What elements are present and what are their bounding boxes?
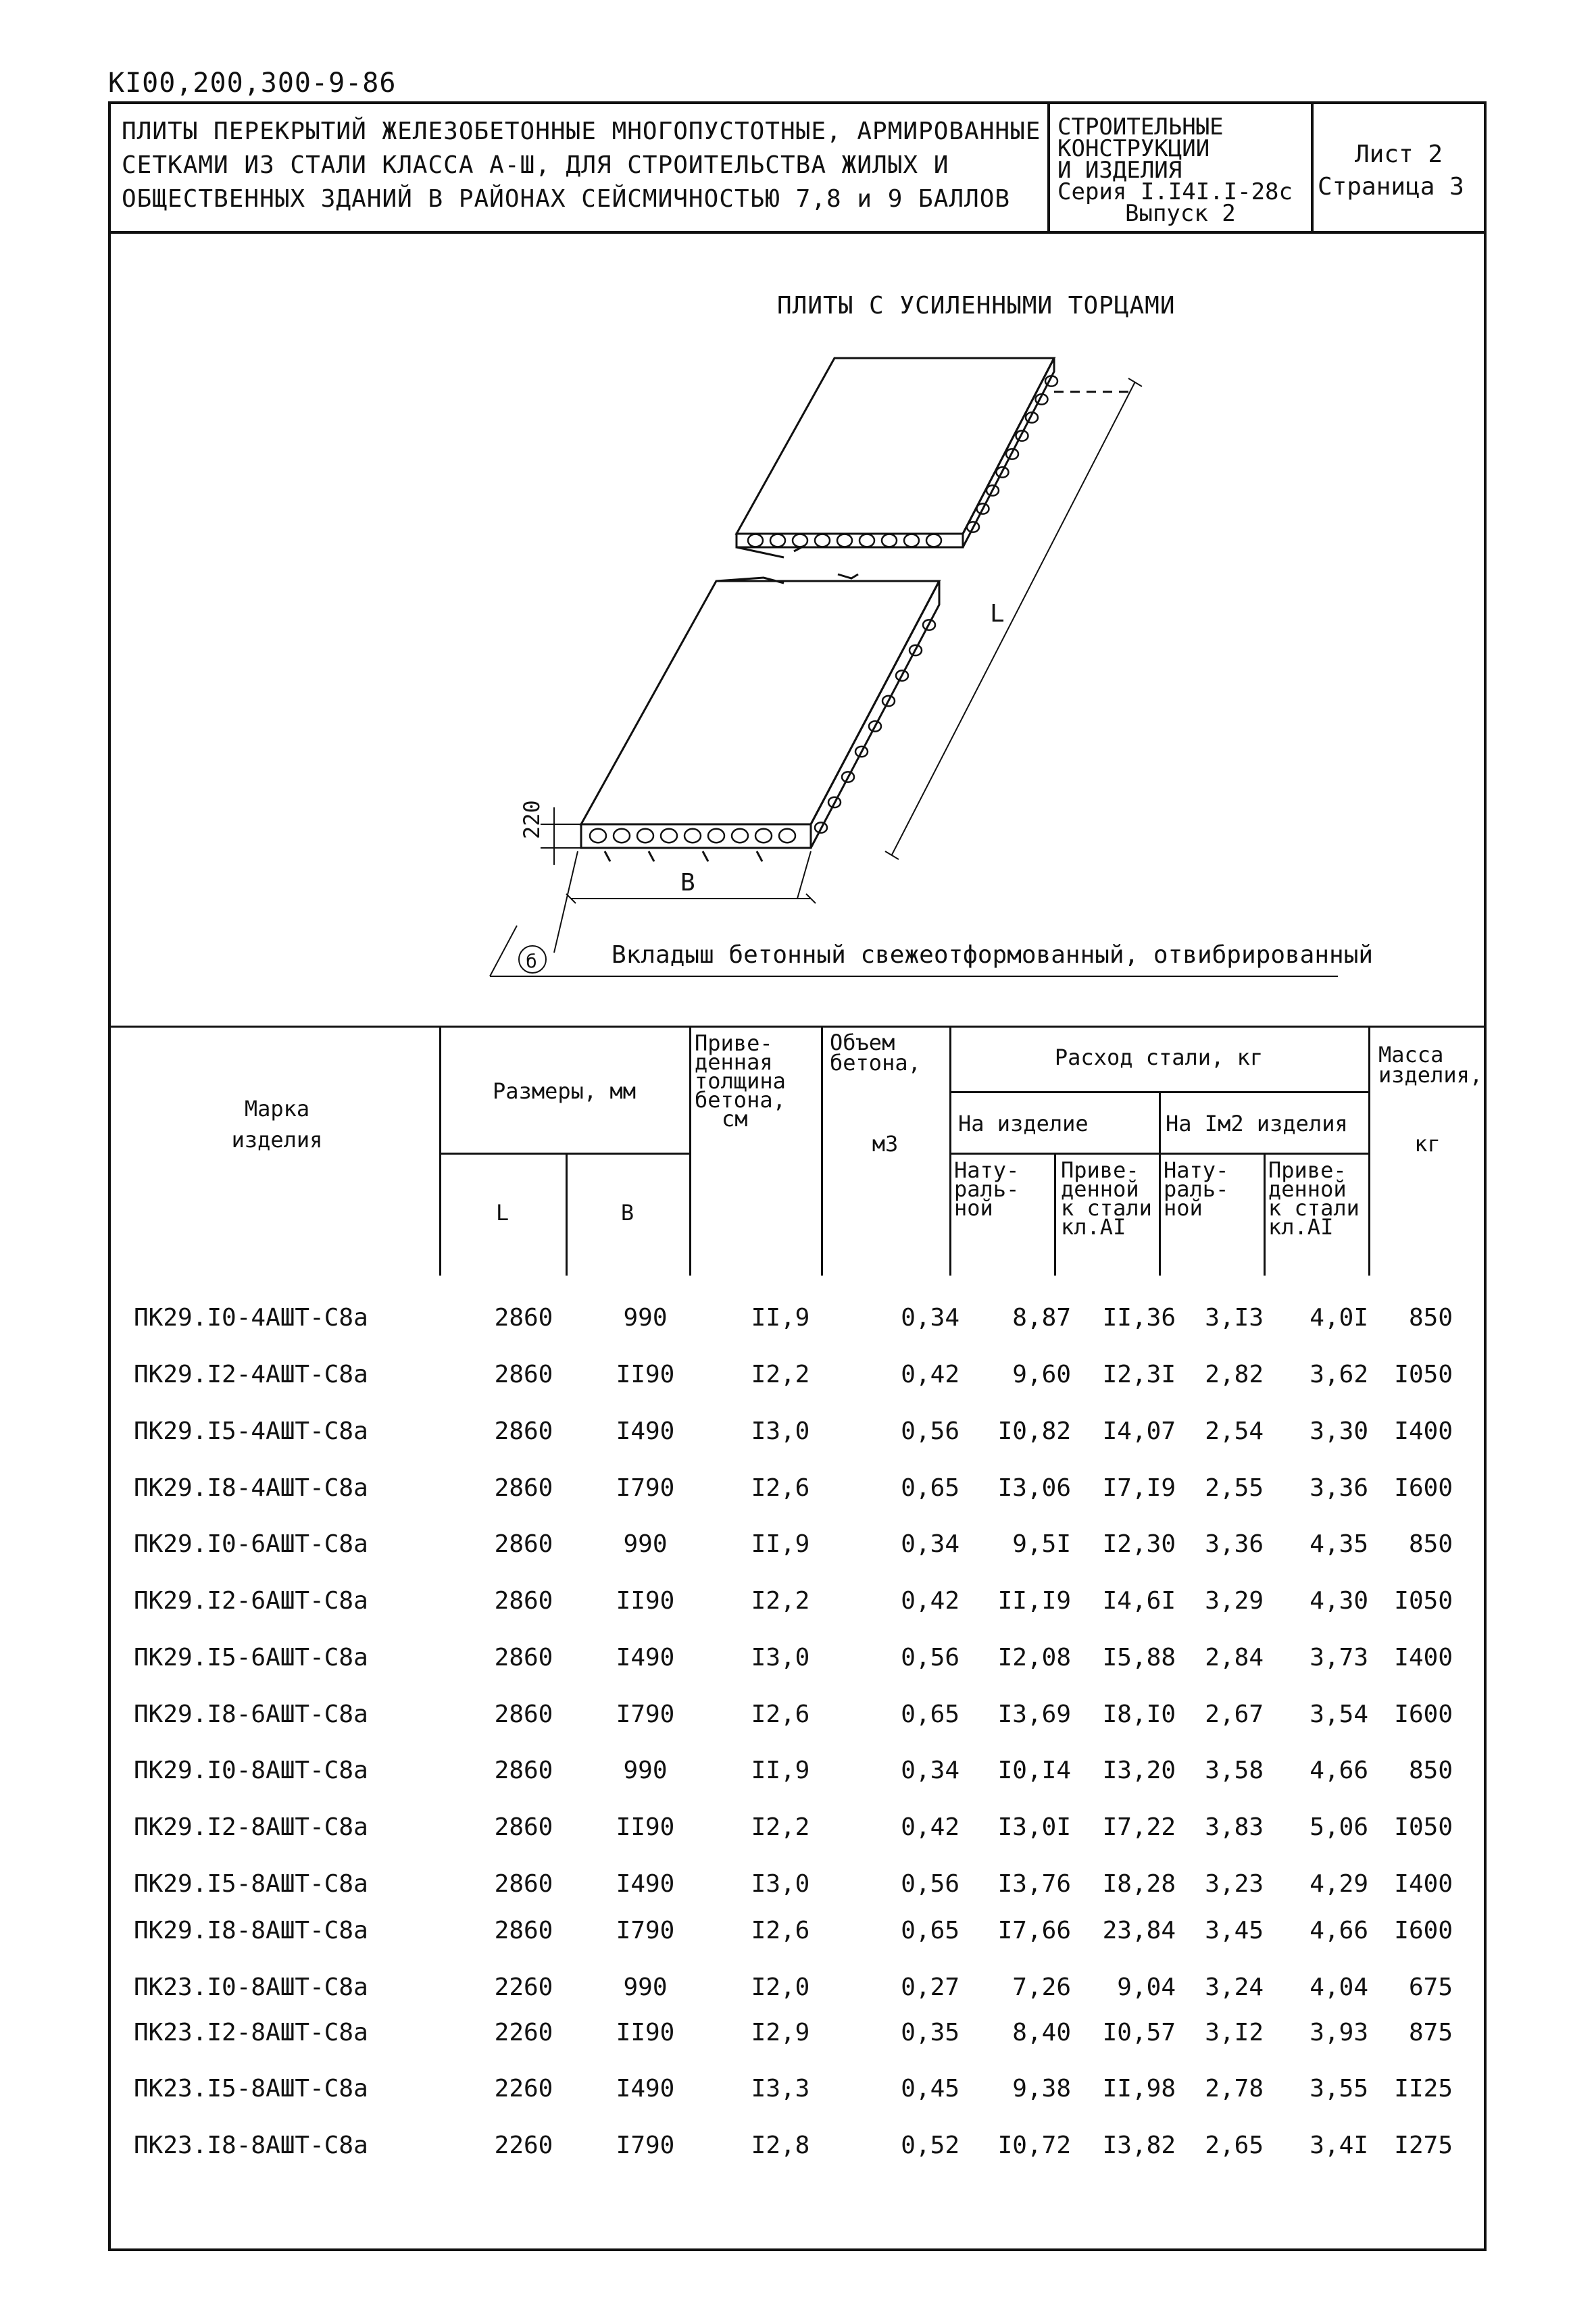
cell-B: I790 [616,1474,675,1502]
header-reduced-item: Приве- денной к стали кл.АI [1061,1157,1152,1240]
cell-m: II25 [1394,2075,1453,2103]
cell-n2: 2,55 [1205,1474,1264,1502]
cell-p1: II,36 [1102,1304,1176,1332]
title-divider [1311,101,1314,231]
upper-slab-fragment [737,358,1057,557]
cell-p1: I8,I0 [1102,1701,1176,1728]
cell-v: 0,34 [901,1304,959,1332]
cell-m: 850 [1408,1757,1453,1784]
cell-mark: ПК29.I5-8АШТ-С8а [134,1870,368,1898]
header-thickness: Приве- денная толщина бетона, см [695,1030,786,1132]
cell-p2: 4,04 [1310,1973,1368,2001]
cell-v: 0,65 [901,1474,959,1502]
cell-p2: 3,30 [1310,1417,1368,1445]
cell-t: II,9 [751,1530,810,1558]
cell-n1: I7,66 [997,1917,1071,1944]
cell-m: I600 [1394,1474,1453,1502]
series-line: СТРОИТЕЛЬНЫЕ [1057,114,1224,141]
cell-v: 0,35 [901,2019,959,2046]
cell-n1: I0,72 [997,2132,1071,2159]
header-volume: Объем бетона, [830,1030,921,1076]
cell-v: 0,27 [901,1973,959,2001]
cell-L: 2860 [494,1870,553,1898]
cell-n1: 9,60 [1012,1361,1071,1388]
cell-n1: I3,69 [997,1701,1071,1728]
cell-m: I600 [1394,1917,1453,1944]
cell-mark: ПК29.I8-4АШТ-С8а [134,1474,368,1502]
cell-v: 0,56 [901,1417,959,1445]
header-mass-unit: кг [1414,1131,1441,1157]
cell-p2: 4,35 [1310,1530,1368,1558]
cell-n1: I3,76 [997,1870,1071,1898]
cell-v: 0,45 [901,2075,959,2103]
cell-n2: 2,65 [1205,2132,1264,2159]
table-row [108,1304,1487,1344]
cell-L: 2860 [494,1474,553,1502]
void-hole [793,534,807,547]
cell-B: II90 [616,1587,675,1615]
series-line: И ИЗДЕЛИЯ [1057,157,1182,184]
drawing-caption: ПЛИТЫ С УСИЛЕННЫМИ ТОРЦАМИ [777,292,1176,320]
rule [1159,1091,1161,1276]
rule [439,1153,689,1155]
cell-t: I3,3 [751,2075,810,2103]
cell-t: I2,2 [751,1813,810,1841]
cell-B: 990 [623,1304,668,1332]
cell-L: 2860 [494,1417,553,1445]
header-mark: Марка изделия [231,1096,323,1153]
table-row [108,1701,1487,1741]
rule [1264,1153,1266,1276]
cell-L: 2860 [494,1361,553,1388]
cell-m: I050 [1394,1587,1453,1615]
cell-v: 0,34 [901,1757,959,1784]
cell-p2: 3,4I [1310,2132,1368,2159]
cell-mark: ПК29.I5-6АШТ-С8а [134,1644,368,1671]
void-hole [661,829,677,842]
cell-L: 2260 [494,1973,553,2001]
void-hole [837,534,852,547]
cell-p1: I8,28 [1102,1870,1176,1898]
table-row [108,1361,1487,1401]
cell-v: 0,42 [901,1587,959,1615]
cell-B: I790 [616,1701,675,1728]
series-line: Серия I.I4I.I-28с [1057,178,1293,205]
cell-n2: 3,24 [1205,1973,1264,2001]
cell-B: I490 [616,2075,675,2103]
cell-p1: 9,04 [1117,1973,1176,2001]
cell-L: 2860 [494,1917,553,1944]
cell-p2: 3,36 [1310,1474,1368,1502]
cell-mark: ПК23.I5-8АШТ-С8а [134,2075,368,2103]
cell-mark: ПК23.I8-8АШТ-С8а [134,2132,368,2159]
cell-p1: I0,57 [1102,2019,1176,2046]
cell-p2: 4,30 [1310,1587,1368,1615]
cell-n1: I0,82 [997,1417,1071,1445]
cell-n1: I0,I4 [997,1757,1071,1784]
cell-n2: 2,54 [1205,1417,1264,1445]
cell-t: I2,9 [751,2019,810,2046]
sheet-number: Лист 2 [1354,141,1443,168]
header-per-item: На изделие [958,1111,1089,1136]
cell-p2: 4,66 [1310,1917,1368,1944]
rule [439,1026,441,1276]
cell-L: 2860 [494,1530,553,1558]
cell-n2: 2,67 [1205,1701,1264,1728]
cell-m: I275 [1394,2132,1453,2159]
void-hole [732,829,748,842]
cell-p2: 3,62 [1310,1361,1368,1388]
cell-p2: 4,29 [1310,1870,1368,1898]
table-row [108,2132,1487,2172]
void-hole [614,829,630,842]
header-natural-item: Нату- раль- ной [954,1157,1020,1221]
table-row [108,1917,1487,1957]
document-code: КI00,200,300-9-86 [108,68,397,99]
cell-B: 990 [623,1973,668,2001]
table-row [108,1530,1487,1571]
cell-t: I3,0 [751,1870,810,1898]
insert-marker: б [526,950,537,972]
series-info [1057,114,1293,227]
cell-n1: 8,40 [1012,2019,1071,2046]
cell-n1: 9,5I [1012,1530,1071,1558]
cell-B: 990 [623,1530,668,1558]
series-line: Выпуск 2 [1125,200,1236,227]
height-dimension-label: 220 [519,800,545,839]
table-row [108,1757,1487,1797]
cell-p1: I5,88 [1102,1644,1176,1671]
cell-m: 850 [1408,1530,1453,1558]
cell-n2: 2,84 [1205,1644,1264,1671]
insert-label: Вкладыш бетонный свежеотформованный, отвибрированный [612,941,1374,969]
cell-n2: 3,23 [1205,1870,1264,1898]
cell-m: I400 [1394,1870,1453,1898]
cell-n2: 3,36 [1205,1530,1264,1558]
header-size-L: L [495,1200,509,1226]
cell-B: II90 [616,1361,675,1388]
cell-m: I050 [1394,1361,1453,1388]
cell-p2: 4,0I [1310,1304,1368,1332]
cell-t: II,9 [751,1757,810,1784]
cell-mark: ПК29.I5-4АШТ-С8а [134,1417,368,1445]
cell-n2: 2,82 [1205,1361,1264,1388]
cell-B: II90 [616,2019,675,2046]
cell-t: I2,6 [751,1474,810,1502]
cell-n1: I3,06 [997,1474,1071,1502]
cell-B: I790 [616,1917,675,1944]
cell-mark: ПК29.I8-6АШТ-С8а [134,1701,368,1728]
cell-p1: 23,84 [1102,1917,1176,1944]
header-per-m2: На Iм2 изделия [1166,1111,1348,1136]
cell-p2: 3,55 [1310,2075,1368,2103]
cell-t: I2,6 [751,1917,810,1944]
cell-mark: ПК29.I0-8АШТ-С8а [134,1757,368,1784]
table-row [108,1813,1487,1854]
cell-n2: 3,I3 [1205,1304,1264,1332]
lower-slab [581,574,939,861]
slab-drawing [108,331,1487,1007]
title-line: ОБЩЕСТВЕННЫХ ЗДАНИЙ В РАЙОНАХ СЕЙСМИЧНОСТЬЮ 7,8 и 9 БАЛЛОВ [122,185,1011,213]
cell-B: 990 [623,1757,668,1784]
cell-L: 2260 [494,2019,553,2046]
header-sizes: Размеры, мм [493,1078,636,1104]
void-hole [926,534,941,547]
cell-B: II90 [616,1813,675,1841]
series-line: КОНСТРУКЦИИ [1057,135,1210,162]
title-line: СЕТКАМИ ИЗ СТАЛИ КЛАССА А-Ш, ДЛЯ СТРОИТЕЛЬСТВА ЖИЛЫХ И [122,151,949,179]
void-hole [859,534,874,547]
cell-B: I490 [616,1417,675,1445]
cell-B: I490 [616,1870,675,1898]
void-hole [770,534,785,547]
cell-v: 0,52 [901,2132,959,2159]
cell-t: I2,2 [751,1587,810,1615]
cell-L: 2860 [494,1587,553,1615]
rule [1054,1153,1056,1276]
cell-p1: I3,82 [1102,2132,1176,2159]
rule [108,1026,1487,1028]
cell-n2: 3,29 [1205,1587,1264,1615]
cell-p2: 3,93 [1310,2019,1368,2046]
cell-p1: I2,30 [1102,1530,1176,1558]
cell-t: I2,8 [751,2132,810,2159]
cell-t: II,9 [751,1304,810,1332]
title-line: ПЛИТЫ ПЕРЕКРЫТИЙ ЖЕЛЕЗОБЕТОННЫЕ МНОГОПУСТОТНЫЕ, АРМИРОВАННЫЕ [122,118,1041,145]
cell-p1: I4,07 [1102,1417,1176,1445]
page-number: Страница 3 [1318,173,1464,201]
cell-mark: ПК23.I2-8АШТ-С8а [134,2019,368,2046]
void-hole [779,829,795,842]
void-hole [637,829,653,842]
cell-p1: I7,22 [1102,1813,1176,1841]
table-row [108,1587,1487,1628]
title-divider [1047,101,1050,231]
header-steel: Расход стали, кг [1054,1045,1264,1070]
cell-n1: I3,0I [997,1813,1071,1841]
void-hole [882,534,897,547]
void-hole [815,534,830,547]
header-size-B: B [620,1200,634,1226]
table-row [108,1474,1487,1515]
header-volume-unit: м3 [872,1131,899,1157]
void-hole [590,829,606,842]
cell-L: 2860 [494,1813,553,1841]
cell-n2: 3,I2 [1205,2019,1264,2046]
cell-t: I3,0 [751,1417,810,1445]
void-hole [748,534,763,547]
table-row [108,1973,1487,2014]
cell-v: 0,65 [901,1917,959,1944]
cell-L: 2860 [494,1644,553,1671]
cell-v: 0,65 [901,1701,959,1728]
table-row [108,1870,1487,1911]
cell-t: I2,6 [751,1701,810,1728]
cell-L: 2860 [494,1757,553,1784]
table-row [108,2019,1487,2059]
cell-L: 2260 [494,2132,553,2159]
cell-mark: ПК29.I0-4АШТ-С8а [134,1304,368,1332]
table-header [108,1026,1487,1276]
table-row [108,1417,1487,1458]
cell-p1: II,98 [1102,2075,1176,2103]
cell-m: I600 [1394,1701,1453,1728]
header-reduced-m2: Приве- денной к стали кл.АI [1268,1157,1360,1240]
cell-t: I3,0 [751,1644,810,1671]
cell-m: I400 [1394,1644,1453,1671]
cell-B: I790 [616,2132,675,2159]
void-hole [755,829,772,842]
cell-n1: II,I9 [997,1587,1071,1615]
cell-p2: 3,54 [1310,1701,1368,1728]
cell-n2: 3,83 [1205,1813,1264,1841]
cell-mark: ПК29.I2-8АШТ-С8а [134,1813,368,1841]
cell-n1: 7,26 [1012,1973,1071,2001]
cell-t: I2,0 [751,1973,810,2001]
cell-m: I400 [1394,1417,1453,1445]
cell-B: I490 [616,1644,675,1671]
cell-t: I2,2 [751,1361,810,1388]
cell-v: 0,42 [901,1361,959,1388]
cell-v: 0,42 [901,1813,959,1841]
cell-L: 2860 [494,1304,553,1332]
cell-p2: 5,06 [1310,1813,1368,1841]
header-mass: Масса изделия, [1378,1042,1483,1088]
cell-p1: I7,I9 [1102,1474,1176,1502]
cell-m: 875 [1408,2019,1453,2046]
cell-v: 0,34 [901,1530,959,1558]
cell-n1: 8,87 [1012,1304,1071,1332]
sheet-info [1318,139,1480,203]
cell-p2: 4,66 [1310,1757,1368,1784]
cell-L: 2860 [494,1701,553,1728]
cell-mark: ПК29.I8-8АШТ-С8а [134,1917,368,1944]
void-hole [904,534,919,547]
void-hole [684,829,701,842]
length-dimension-label: L [990,600,1005,628]
void-hole [708,829,724,842]
cell-p1: I2,3I [1102,1361,1176,1388]
table-row [108,2075,1487,2115]
cell-mark: ПК29.I0-6АШТ-С8а [134,1530,368,1558]
cell-n1: 9,38 [1012,2075,1071,2103]
cell-L: 2260 [494,2075,553,2103]
cell-m: 675 [1408,1973,1453,2001]
length-dimension-line [892,382,1135,855]
cell-p1: I3,20 [1102,1757,1176,1784]
width-dimension-label: B [680,869,695,897]
cell-m: I050 [1394,1813,1453,1841]
title-block [108,101,1487,234]
header-natural-m2: Нату- раль- ной [1164,1157,1229,1221]
cell-p2: 3,73 [1310,1644,1368,1671]
cell-v: 0,56 [901,1644,959,1671]
document-title [122,115,1149,216]
cell-n1: I2,08 [997,1644,1071,1671]
cell-n2: 3,58 [1205,1757,1264,1784]
cell-mark: ПК29.I2-6АШТ-С8а [134,1587,368,1615]
cell-p1: I4,6I [1102,1587,1176,1615]
cell-v: 0,56 [901,1870,959,1898]
cell-n2: 2,78 [1205,2075,1264,2103]
cell-mark: ПК23.I0-8АШТ-С8а [134,1973,368,2001]
cell-m: 850 [1408,1304,1453,1332]
table-row [108,1644,1487,1684]
cell-n2: 3,45 [1205,1917,1264,1944]
cell-mark: ПК29.I2-4АШТ-С8а [134,1361,368,1388]
